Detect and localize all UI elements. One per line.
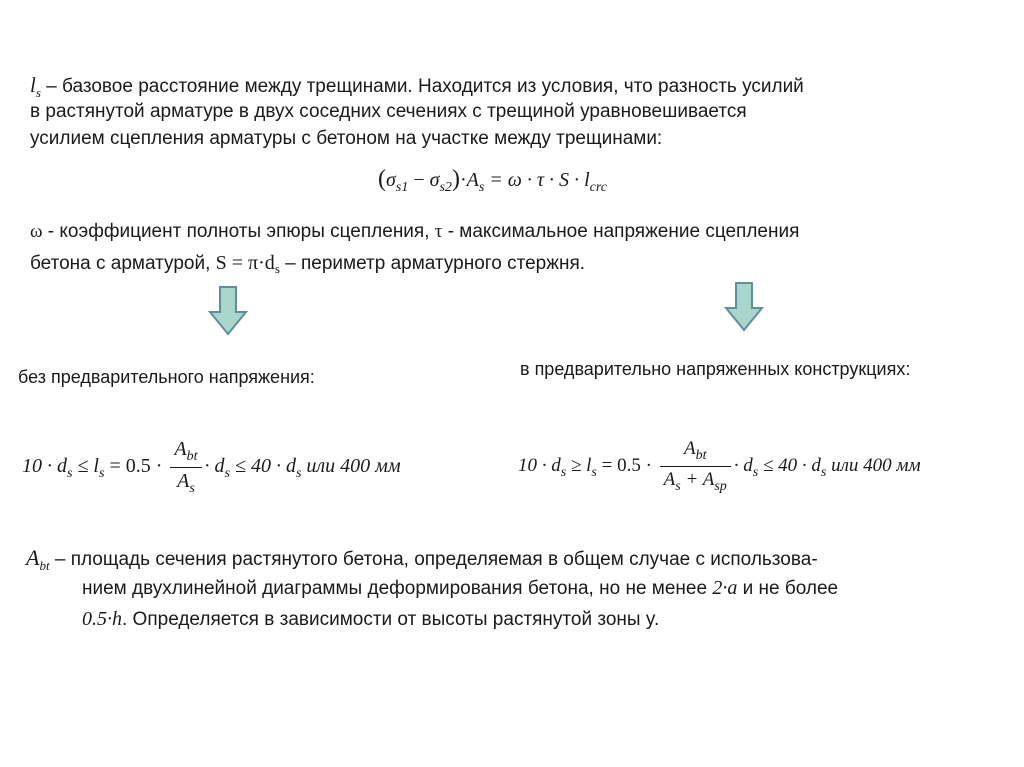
left-case-formula: $10 \cdot d_s \le l_s = 0.5$ · $\frac{A_{bt}}{A_s}$ · $d_s \le 40 \cdot d_s$ или 400 мм	[22, 438, 401, 496]
right-case-title: в предварительно напряженных конструкциях:	[520, 359, 911, 379]
definitions-line-1: ω - коэффициент полноты эпюры сцепления, τ - максимальное напряжение сцепления	[30, 221, 800, 242]
definitions-line-2: бетона с арматурой, $S = \pi\cdot d_s$ – периметр арматурного стержня.	[30, 252, 586, 276]
main-formula: $(\sigma_{s1} - \sigma_{s2})\cdot A_s = \omega \cdot \tau \cdot S \cdot l_{crc}$	[378, 166, 607, 195]
down-arrow-icon-left	[208, 286, 248, 336]
abt-symbol: A	[26, 545, 40, 570]
bottom-line-3: 0.5·h. Определяется в зависимости от высоты растянутой зоны y.	[82, 608, 660, 630]
intro-line-2: в растянутой арматуре в двух соседних сечениях с трещиной уравновешивается	[30, 101, 747, 122]
left-fraction: $\frac{A_{bt}}{A_s}$	[170, 438, 201, 497]
right-fraction: $\frac{A_{bt}}{A_s + A_{sp}}$	[660, 438, 731, 495]
ls-symbol: l	[30, 73, 36, 97]
intro-line-3: усилием сцепления арматуры с бетоном на участке между трещинами:	[30, 128, 663, 149]
bottom-line-2: нием двухлинейной диаграммы деформирования бетона, но не менее 2·a и не более	[82, 577, 839, 599]
down-arrow-icon-right	[724, 282, 764, 332]
left-case-title: без предварительного напряжения:	[18, 367, 315, 387]
bottom-line-1: $A_{bt}$ – площадь сечения растянутого бетона, определяемая в общем случае с использова-	[26, 545, 818, 573]
intro-line-1: $l_s$ – базовое расстояние между трещинами. Находится из условия, что разность усилий	[30, 73, 804, 100]
right-case-formula: $10 \cdot d_s \ge l_s = 0.5$ · $\frac{A_{bt}}{A_s + A_{sp}}$ · $d_s \le 40 \cdot d_s$ или 400 мм	[518, 438, 921, 494]
